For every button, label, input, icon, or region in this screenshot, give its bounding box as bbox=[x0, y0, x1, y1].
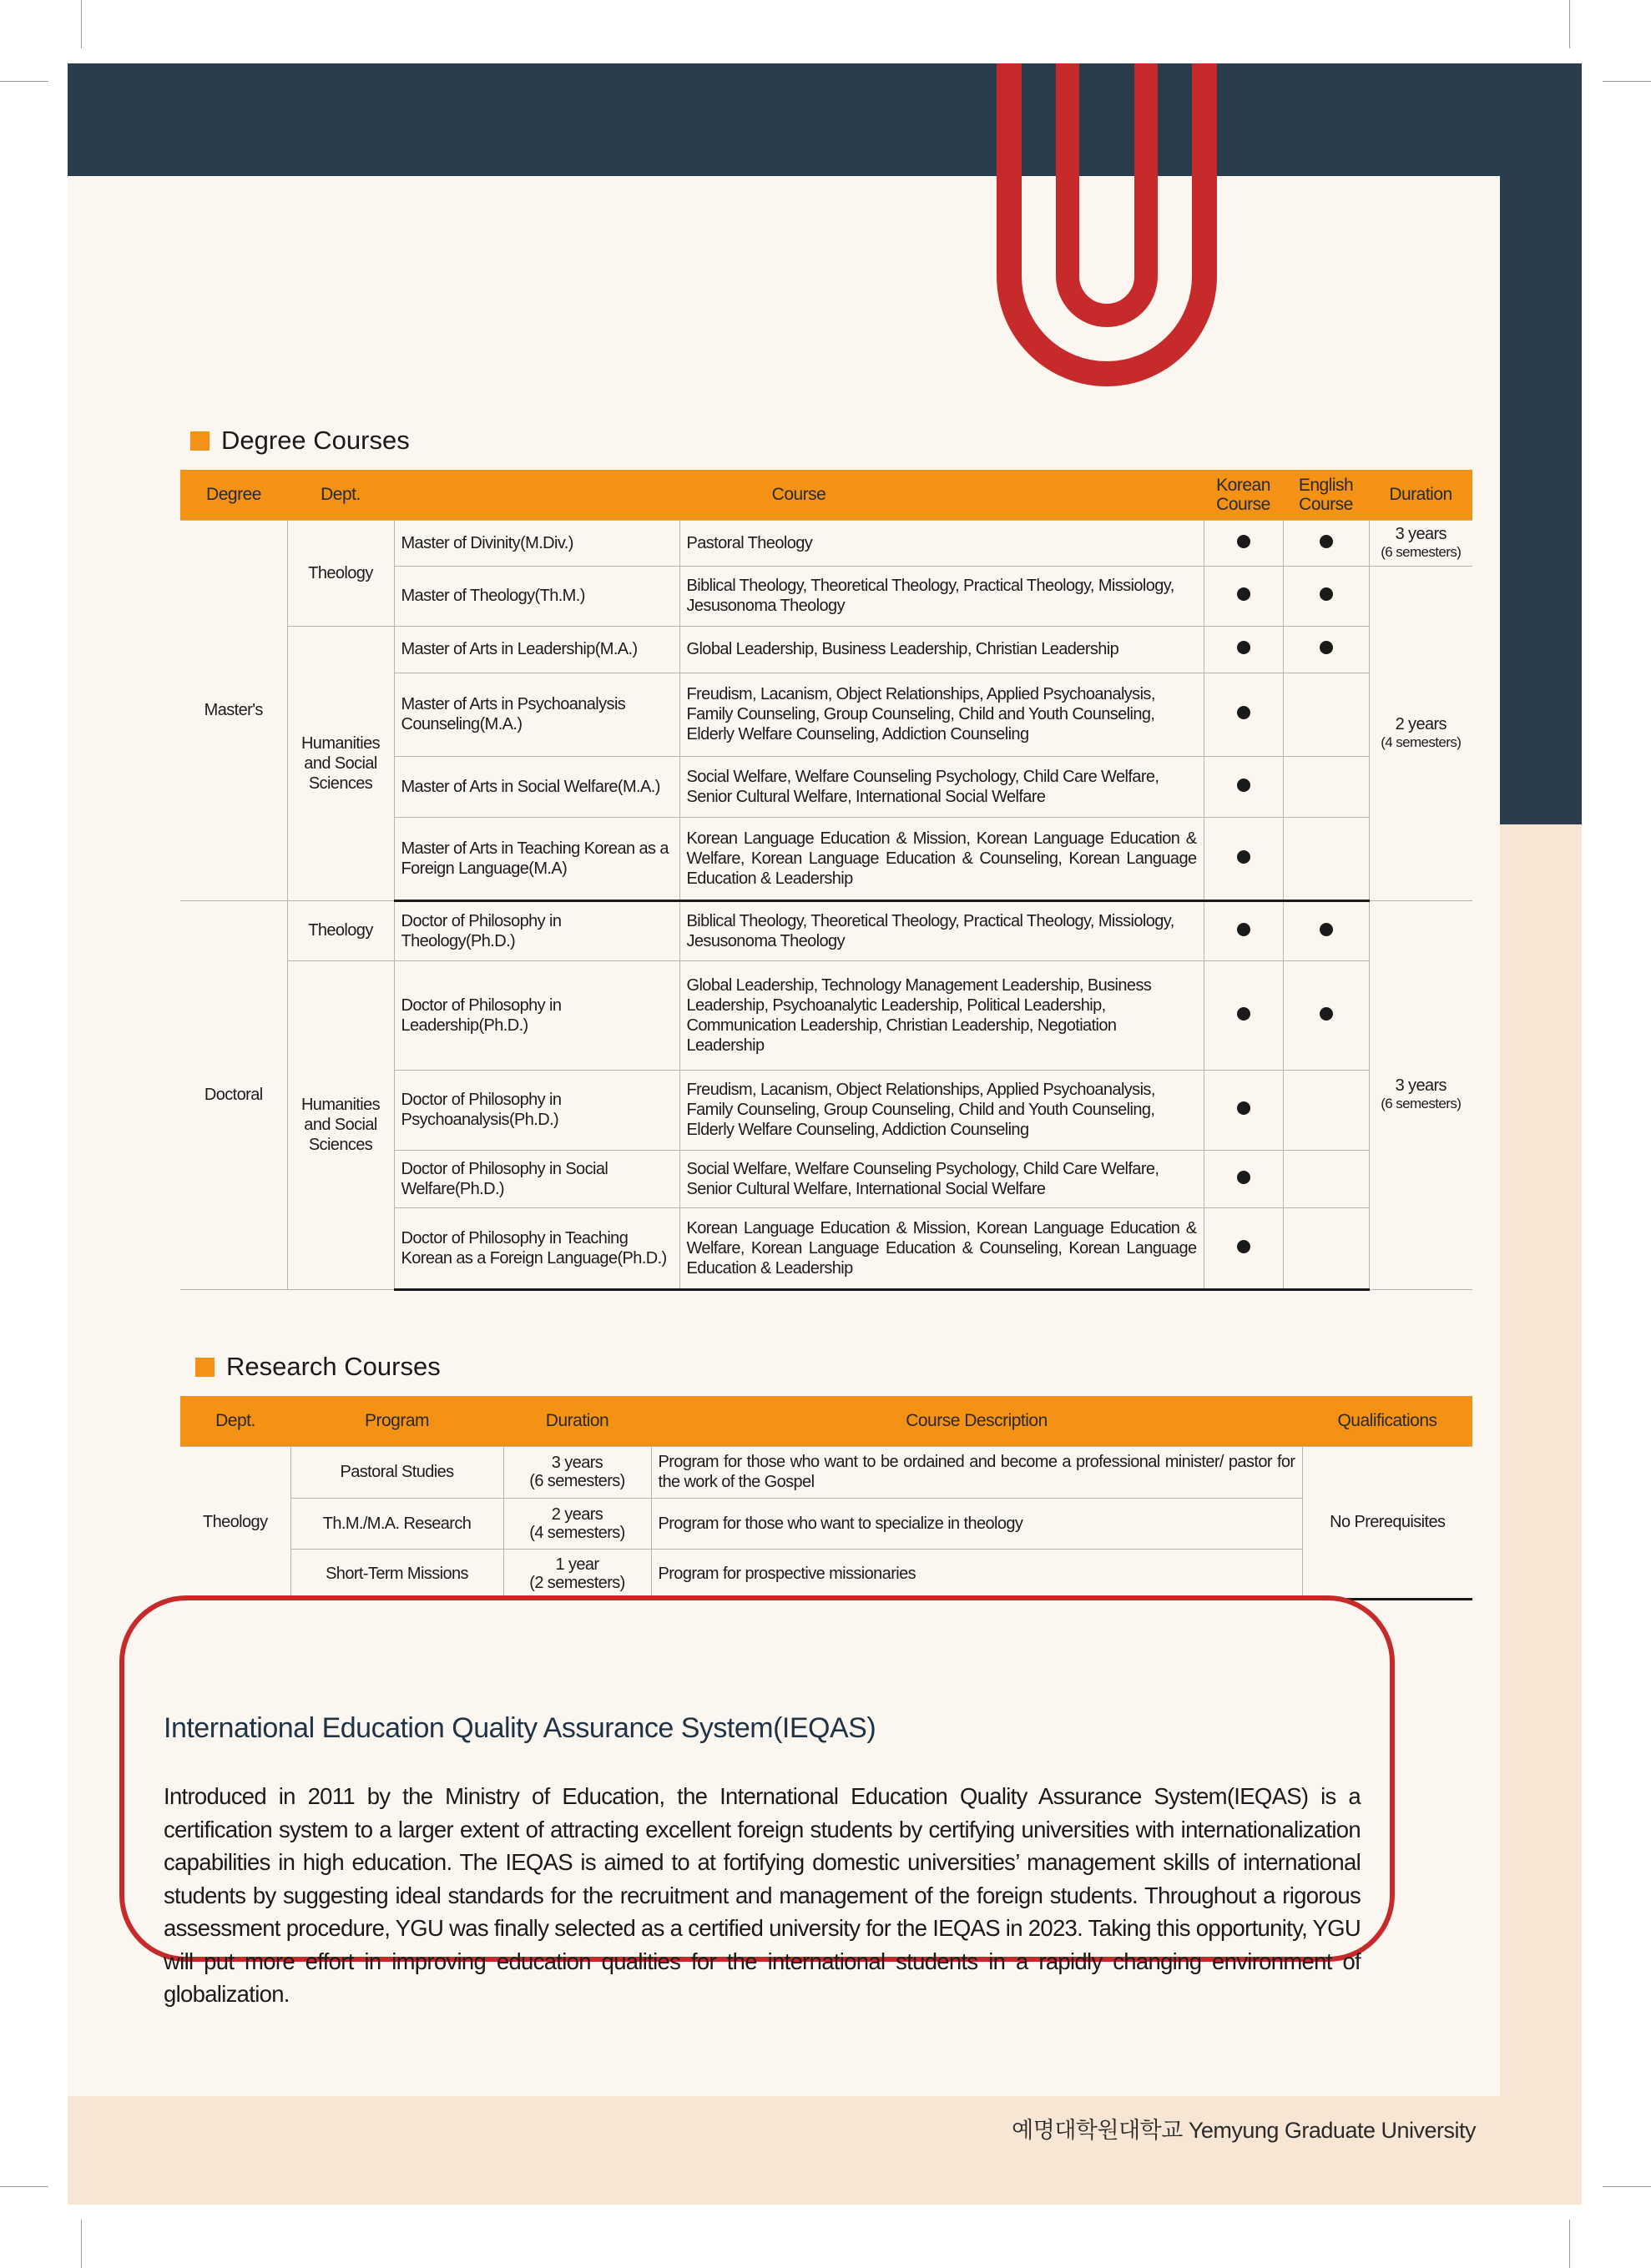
dot-icon bbox=[1237, 1101, 1250, 1115]
research-courses-table bbox=[180, 1396, 1472, 1600]
course-list: Korean Language Education & Mission, Korean Language Education & Welfare, Korean Language Education & Counseling, Korean Language Education & Leadership bbox=[679, 1207, 1204, 1289]
dept-humanities: Humanities and Social Sciences bbox=[287, 626, 394, 900]
degree-doctoral: Doctoral bbox=[180, 900, 287, 1289]
header-degree: Degree bbox=[180, 470, 287, 520]
program-name: Master of Divinity(M.Div.) bbox=[394, 520, 679, 566]
english-course-cell bbox=[1283, 900, 1369, 960]
table-row bbox=[180, 520, 1472, 566]
crop-mark bbox=[1603, 2186, 1651, 2187]
research-dept: Theology bbox=[180, 1446, 290, 1599]
program-name: Master of Arts in Leadership(M.A.) bbox=[394, 626, 679, 673]
header-program: Program bbox=[290, 1396, 503, 1446]
program-name: Th.M./M.A. Research bbox=[290, 1498, 503, 1549]
dept-theology: Theology bbox=[287, 900, 394, 960]
course-description: Program for those who want to be ordained and become a professional minister/ pastor for the work of the Gospel bbox=[651, 1446, 1302, 1498]
english-course-cell bbox=[1283, 626, 1369, 673]
english-course-cell bbox=[1283, 566, 1369, 626]
course-list: Korean Language Education & Mission, Korean Language Education & Welfare, Korean Language Education & Counseling, Korean Language Education & Leadership bbox=[679, 817, 1204, 900]
duration-cell bbox=[503, 1549, 651, 1599]
dot-icon bbox=[1237, 641, 1250, 654]
bullet-square-icon bbox=[190, 431, 210, 451]
korean-course-cell bbox=[1204, 1207, 1283, 1289]
program-name: Master of Arts in Psychoanalysis Counseling(M.A.) bbox=[394, 673, 679, 756]
table-row bbox=[180, 1498, 1472, 1549]
english-course-cell bbox=[1283, 1070, 1369, 1150]
table-header-row bbox=[180, 470, 1472, 520]
course-list: Pastoral Theology bbox=[679, 520, 1204, 566]
course-list: Global Leadership, Technology Management Leadership, Business Leadership, Psychoanalytic Leadership, Political Leadership, Communication Leadership, Christian Leadership, Negotiation Leadership bbox=[679, 960, 1204, 1070]
header-duration: Duration bbox=[1369, 470, 1472, 520]
course-list: Freudism, Lacanism, Object Relationships, Applied Psychoanalysis, Family Counseling, Group Counseling, Child and Youth Counseling, Elderly Welfare Counseling, Addiction Counseling bbox=[679, 673, 1204, 756]
header-course: Course bbox=[394, 470, 1204, 520]
table-row bbox=[180, 960, 1472, 1070]
degree-masters: Master's bbox=[180, 520, 287, 900]
crop-mark bbox=[1569, 0, 1570, 48]
duration-years: 1 year bbox=[555, 1555, 599, 1574]
dot-icon bbox=[1237, 850, 1250, 864]
header-korean-course: Korean Course bbox=[1204, 470, 1283, 520]
english-course-cell bbox=[1283, 1150, 1369, 1207]
duration-cell bbox=[503, 1446, 651, 1498]
course-list: Freudism, Lacanism, Object Relationships, Applied Psychoanalysis, Family Counseling, Group Counseling, Child and Youth Counseling, Elderly Welfare Counseling, Addiction Counseling bbox=[679, 1070, 1204, 1150]
course-list: Biblical Theology, Theoretical Theology, Practical Theology, Missiology, Jesusonoma Theology bbox=[679, 566, 1204, 626]
program-name: Master of Arts in Teaching Korean as a Foreign Language(M.A) bbox=[394, 817, 679, 900]
dot-icon bbox=[1237, 1007, 1250, 1021]
program-name: Doctor of Philosophy in Psychoanalysis(Ph.D.) bbox=[394, 1070, 679, 1150]
dot-icon bbox=[1320, 923, 1333, 936]
crop-mark bbox=[81, 0, 82, 48]
duration-semesters: (6 semesters) bbox=[1381, 1096, 1462, 1111]
bullet-square-icon bbox=[195, 1358, 215, 1377]
dot-icon bbox=[1320, 587, 1333, 601]
course-list: Social Welfare, Welfare Counseling Psychology, Child Care Welfare, Senior Cultural Welfare, International Social Welfare bbox=[679, 756, 1204, 817]
english-course-cell bbox=[1283, 673, 1369, 756]
english-course-cell bbox=[1283, 1207, 1369, 1289]
side-navy-band bbox=[1500, 63, 1582, 824]
table-row bbox=[180, 900, 1472, 960]
course-list: Social Welfare, Welfare Counseling Psychology, Child Care Welfare, Senior Cultural Welfare, International Social Welfare bbox=[679, 1150, 1204, 1207]
side-beige-band bbox=[1500, 824, 1582, 2205]
header-english-course: English Course bbox=[1283, 470, 1369, 520]
dot-icon bbox=[1320, 641, 1333, 654]
duration-semesters: (4 semesters) bbox=[1381, 733, 1462, 750]
english-course-cell bbox=[1283, 817, 1369, 900]
program-name: Doctor of Philosophy in Leadership(Ph.D.) bbox=[394, 960, 679, 1070]
crop-mark bbox=[81, 2220, 82, 2268]
table-row bbox=[180, 1446, 1472, 1498]
duration-years: 2 years bbox=[551, 1504, 603, 1524]
duration-years: 2 years bbox=[1395, 714, 1447, 733]
qualifications-cell: No Prerequisites bbox=[1302, 1446, 1472, 1599]
english-course-cell bbox=[1283, 960, 1369, 1070]
korean-course-cell bbox=[1204, 817, 1283, 900]
table-row bbox=[180, 626, 1472, 673]
korean-course-cell bbox=[1204, 756, 1283, 817]
course-list: Biblical Theology, Theoretical Theology, Practical Theology, Missiology, Jesusonoma Theology bbox=[679, 900, 1204, 960]
korean-course-cell bbox=[1204, 1150, 1283, 1207]
paper-clip-icon bbox=[961, 63, 1253, 431]
dept-humanities: Humanities and Social Sciences bbox=[287, 960, 394, 1289]
english-course-cell bbox=[1283, 520, 1369, 566]
header-course-description: Course Description bbox=[651, 1396, 1302, 1446]
header-qualifications: Qualifications bbox=[1302, 1396, 1472, 1446]
dot-icon bbox=[1320, 1007, 1333, 1021]
dot-icon bbox=[1237, 1171, 1250, 1184]
degree-courses-table bbox=[180, 470, 1472, 1291]
duration-years: 3 years bbox=[1395, 1076, 1447, 1095]
program-name: Master of Theology(Th.M.) bbox=[394, 566, 679, 626]
duration-semesters: (6 semesters) bbox=[529, 1472, 625, 1490]
degree-section-title: Degree Courses bbox=[190, 426, 410, 456]
dot-icon bbox=[1320, 535, 1333, 548]
dot-icon bbox=[1237, 779, 1250, 792]
duration-semesters: (2 semesters) bbox=[529, 1573, 625, 1592]
korean-course-cell bbox=[1204, 520, 1283, 566]
program-name: Master of Arts in Social Welfare(M.A.) bbox=[394, 756, 679, 817]
korean-course-cell bbox=[1204, 1070, 1283, 1150]
crop-mark bbox=[0, 81, 48, 82]
dept-theology: Theology bbox=[287, 520, 394, 626]
duration-cell bbox=[1369, 566, 1472, 900]
program-name: Pastoral Studies bbox=[290, 1446, 503, 1498]
ieqas-body: Introduced in 2011 by the Ministry of Education, the International Education Quality Assurance System(IEQAS) is a certification system to a larger extent of attracting excellent foreign students by certifying universities with internationalization capabilities in high education. The IEQAS is aimed to at fortifying domestic universities’ management skills of international students by suggesting ideal standards for the recruitment and management of the foreign students. Throughout a rigorous assessment procedure, YGU was finally selected as a certified university for the IEQAS in 2023. Taking this opportunity, YGU will put more effort in improving education qualities for the international students in a rapidly changing environment of globalization. bbox=[164, 1783, 1361, 2007]
dot-icon bbox=[1237, 1240, 1250, 1253]
english-course-cell bbox=[1283, 756, 1369, 817]
table-header-row bbox=[180, 1396, 1472, 1446]
duration-semesters: (6 semesters) bbox=[1381, 543, 1462, 560]
duration-semesters: (4 semesters) bbox=[529, 1523, 625, 1542]
program-name: Doctor of Philosophy in Teaching Korean as a Foreign Language(Ph.D.) bbox=[394, 1207, 679, 1289]
korean-course-cell bbox=[1204, 960, 1283, 1070]
course-description: Program for prospective missionaries bbox=[651, 1549, 1302, 1599]
course-description: Program for those who want to specialize in theology bbox=[651, 1498, 1302, 1549]
header-dept: Dept. bbox=[180, 1396, 290, 1446]
korean-course-cell bbox=[1204, 626, 1283, 673]
crop-mark bbox=[1603, 81, 1651, 82]
program-name: Short-Term Missions bbox=[290, 1549, 503, 1599]
research-section-title: Research Courses bbox=[195, 1352, 441, 1382]
dot-icon bbox=[1237, 535, 1250, 548]
duration-cell bbox=[1369, 900, 1472, 1289]
duration-cell bbox=[1369, 520, 1472, 566]
ieqas-title: International Education Quality Assurance System(IEQAS) bbox=[164, 1712, 876, 1744]
duration-years: 3 years bbox=[551, 1454, 603, 1472]
dot-icon bbox=[1237, 923, 1250, 936]
course-list: Global Leadership, Business Leadership, Christian Leadership bbox=[679, 626, 1204, 673]
program-name: Doctor of Philosophy in Theology(Ph.D.) bbox=[394, 900, 679, 960]
crop-mark bbox=[0, 2186, 48, 2187]
dot-icon bbox=[1237, 587, 1250, 601]
table-row bbox=[180, 1549, 1472, 1599]
korean-course-cell bbox=[1204, 673, 1283, 756]
header-duration: Duration bbox=[503, 1396, 651, 1446]
duration-cell bbox=[503, 1498, 651, 1549]
program-name: Doctor of Philosophy in Social Welfare(Ph.D.) bbox=[394, 1150, 679, 1207]
duration-years: 3 years bbox=[1395, 524, 1447, 543]
top-navy-band bbox=[68, 63, 1582, 176]
dot-icon bbox=[1237, 706, 1250, 719]
footer-university-name: 예명대학원대학교 Yemyung Graduate University bbox=[1012, 2118, 1476, 2143]
header-dept: Dept. bbox=[287, 470, 394, 520]
korean-course-cell bbox=[1204, 900, 1283, 960]
korean-course-cell bbox=[1204, 566, 1283, 626]
crop-mark bbox=[1569, 2220, 1570, 2268]
